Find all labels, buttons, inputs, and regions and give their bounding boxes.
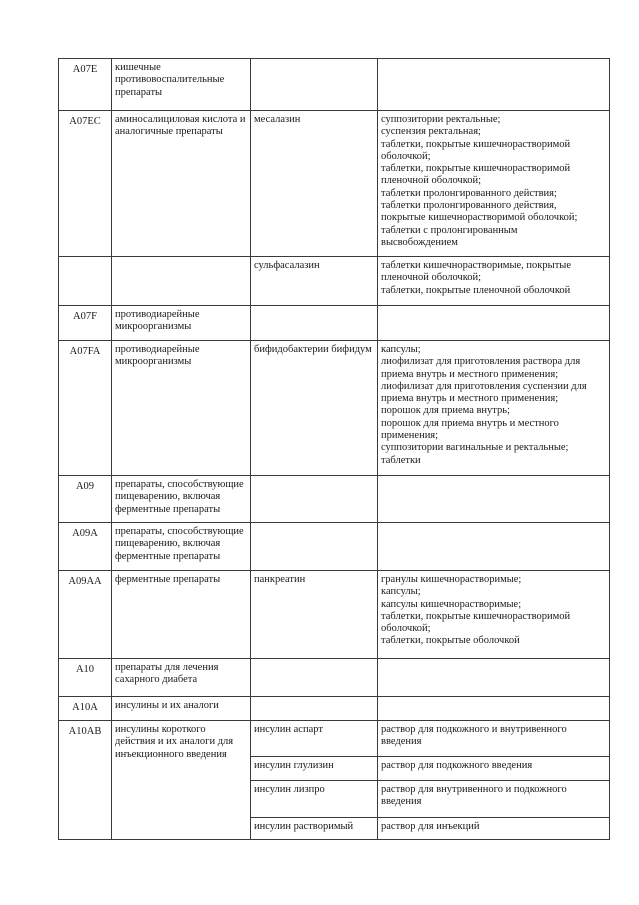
group-name [112,721,251,840]
text-line: таблетки пролонгированного действия, [381,200,557,212]
atc-code: A07E [59,59,112,111]
substance-name: инсулин аспарт [251,721,378,757]
text-line: микроорганизмы [115,356,192,368]
text-line: инсулины и их аналоги [115,700,219,711]
dosage-forms [378,306,610,341]
atc-code: A07EC [59,111,112,257]
group-name [112,476,251,523]
table-row [59,476,610,523]
text-line: противодиарейные [115,309,200,320]
table-row [59,697,610,721]
group-name [112,697,251,721]
table-row [59,111,610,257]
dosage-forms [378,781,610,818]
atc-code: A10A [59,697,112,721]
text-line: таблетки с пролонгированным [381,224,518,236]
substance-name: инсулин растворимый [251,818,378,840]
atc-code: A07F [59,306,112,341]
text-line: покрытые кишечнорастворимой оболочкой; [381,212,578,224]
text-line: гранулы кишечнорастворимые; [381,574,522,585]
substance-name: месалазин [251,111,378,257]
text-line: таблетки, покрытые кишечнорастворимой [381,163,571,175]
text-line: инсулины короткого [115,724,206,735]
atc-table-body [59,59,610,840]
atc-code: A10AB [59,721,112,840]
text-line: высвобождением [381,236,458,248]
table-row [59,257,610,306]
table-row [59,306,610,341]
text-line: таблетки пролонгированного действия; [381,187,557,199]
group-name [112,111,251,257]
text-line: таблетки, покрытые кишечнорастворимой [381,610,571,622]
dosage-forms [378,111,610,257]
text-line: противовоспалительные [115,74,225,86]
text-line: раствор для подкожного и внутривенного [381,724,567,735]
text-line: приема внутрь и местного применения; [381,368,559,380]
group-name [112,59,251,111]
text-line: введения [381,736,422,748]
text-line: применения; [381,430,439,442]
text-line: порошок для приема внутрь и местного [381,417,559,429]
text-line: оболочкой; [381,623,431,635]
group-name [112,571,251,659]
text-line: лиофилизат для приготовления суспензии для [381,380,587,392]
atc-code: A10 [59,659,112,697]
dosage-forms [378,818,610,840]
text-line: таблетки, покрытые пленочной оболочкой [381,284,571,296]
substance-name: сульфасалазин [251,257,378,306]
group-name [112,257,251,306]
dosage-forms [378,523,610,571]
table-row [59,571,610,659]
text-line: капсулы; [381,586,421,598]
dosage-forms [378,697,610,721]
text-line: таблетки, покрытые кишечнорастворимой [381,138,571,150]
text-line: противодиарейные [115,344,200,355]
text-line: пищеварению, включая [115,491,221,503]
substance-name: панкреатин [251,571,378,659]
text-line: сахарного диабета [115,674,198,686]
dosage-forms [378,659,610,697]
substance-name [251,697,378,721]
text-line: препараты, способствующие [115,526,244,537]
text-line: раствор для инъекций [381,821,480,832]
text-line: раствор для внутривенного и подкожного [381,784,567,795]
text-line: пищеварению, включая [115,538,221,550]
text-line: препараты, способствующие [115,479,244,490]
text-line: аминосалициловая кислота и [115,114,246,125]
table-row [59,659,610,697]
text-line: таблетки, покрытые оболочкой [381,635,520,647]
group-name [112,523,251,571]
dosage-forms [378,721,610,757]
substance-name [251,306,378,341]
text-line: кишечные [115,62,161,73]
text-line: суппозитории вагинальные и ректальные; [381,442,569,454]
text-line: препараты [115,86,163,98]
atc-code: A09AA [59,571,112,659]
text-line: действия и их аналоги для [115,736,234,748]
dosage-forms [378,476,610,523]
substance-name: инсулин лизпро [251,781,378,818]
text-line: суппозитории ректальные; [381,114,501,125]
text-line: пленочной оболочкой; [381,175,482,187]
group-name [112,341,251,476]
text-line: пленочной оболочкой; [381,272,482,284]
table-row [59,341,610,476]
table-row [59,59,610,111]
atc-code: A09A [59,523,112,571]
text-line: препараты для лечения [115,662,219,673]
text-line: приема внутрь и местного применения; [381,393,559,405]
group-name [112,659,251,697]
dosage-forms [378,257,610,306]
atc-code: A09 [59,476,112,523]
table-row [59,721,610,757]
substance-name: бифидобактерии бифидум [251,341,378,476]
group-name [112,306,251,341]
dosage-forms [378,341,610,476]
substance-name [251,59,378,111]
text-line: оболочкой; [381,150,431,162]
text-line: ферментные препараты [115,574,221,585]
substance-name [251,476,378,523]
substance-name [251,659,378,697]
text-line: ферментные препараты [115,503,221,515]
dosage-forms [378,59,610,111]
dosage-forms [378,571,610,659]
text-line: ферментные препараты [115,550,221,562]
text-line: таблетки [381,454,421,466]
text-line: порошок для приема внутрь; [381,405,510,417]
text-line: капсулы; [381,344,421,355]
text-line: таблетки кишечнорастворимые, покрытые [381,260,571,271]
atc-code: A07FA [59,341,112,476]
text-line: лиофилизат для приготовления раствора для [381,356,581,368]
substance-name: инсулин глулизин [251,757,378,781]
text-line: микроорганизмы [115,321,192,333]
text-line: раствор для подкожного введения [381,760,533,771]
text-line: введения [381,796,422,808]
text-line: суспензия ректальная; [381,126,481,138]
dosage-forms [378,757,610,781]
atc-table [58,58,610,840]
atc-code [59,257,112,306]
table-row [59,523,610,571]
substance-name [251,523,378,571]
text-line: капсулы кишечнорастворимые; [381,598,522,610]
text-line: инъекционного введения [115,748,227,760]
text-line: аналогичные препараты [115,126,223,138]
